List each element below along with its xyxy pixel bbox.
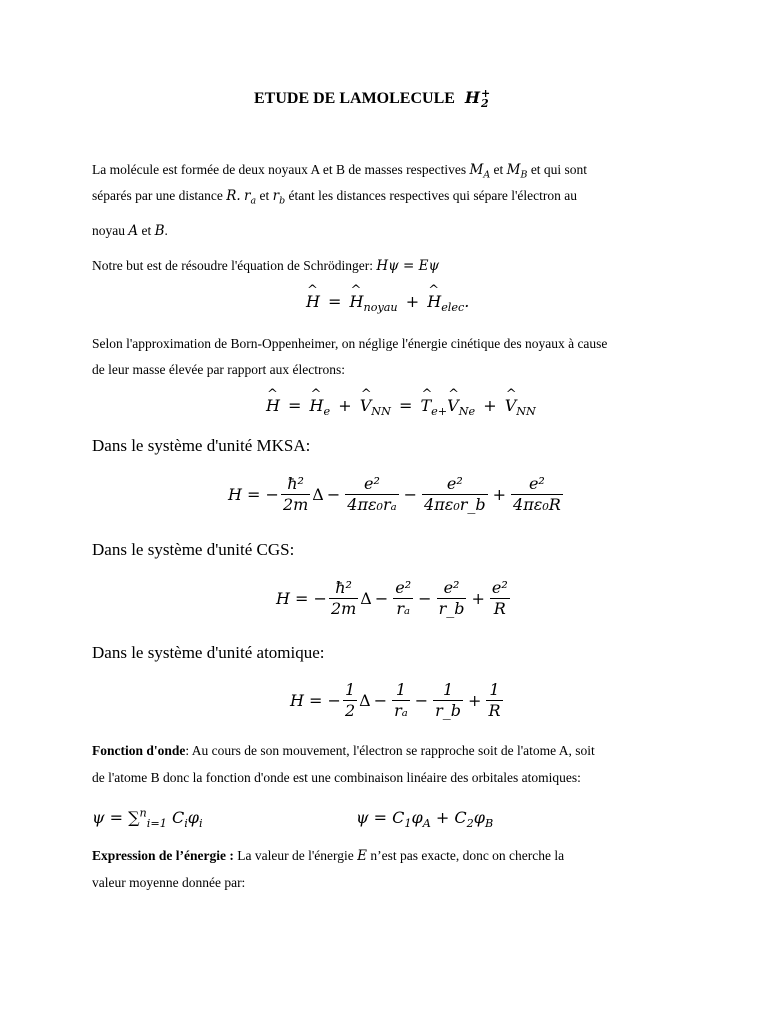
para1-line2: séparés par une distance R. $r_a$ et $r_b$ étant les distances respectives qui sépare l'électron au — [92, 188, 577, 207]
para4-line1: Fonction d'onde: Au cours de son mouvement, l'électron se rapproche soit de l'atome A, soit — [92, 743, 595, 758]
equation-mksa: H = − $\frac{\text{ħ²}}{2m}$ Δ − $\frac{\text{e²}}{\text{4πε₀rₐ}}$ − $\frac{\text{e²}}{\text{4πε₀r\_b}}$ + $\frac{\text{e²}}{\text{4πε₀R}}$ — [228, 474, 561, 514]
page-title — [254, 88, 490, 108]
title-text: ETUDE DE LAMOLECULE — [254, 90, 455, 107]
heading-mksa: Dans le système d'unité MKSA: — [92, 436, 311, 455]
para5-line1: Expression de l’énergie : La valeur de l'énergie E n’est pas exacte, donc on cherche la — [92, 848, 565, 864]
para2: Notre but est de résoudre l'équation de Schrödinger: Hψ = Eψ — [92, 258, 440, 274]
para1-line1: La molécule est formée de deux noyaux A et B de masses respectives $M_A$ et $M_B$ et qui sont — [92, 162, 588, 181]
para3-line1: Selon l'approximation de Born-Oppenheimer, on néglige l'énergie cinétique des noyaux à cause — [92, 336, 608, 351]
equation-born-oppenheimer: ^ H = ^ $H_e$ + ^ $V_{NN}$ = ^ $T_{e+}\^{}$ $V_{Ne}$ + ^ $V_{NN}$ — [266, 396, 536, 415]
para5-line2: valeur moyenne donnée par: — [92, 875, 246, 890]
heading-atomic: Dans le système d'unité atomique: — [92, 643, 325, 662]
equation-hamiltonian-split: ^ H = ^ $H_{noyau}$ + ^ $H_{elec}$. — [306, 292, 469, 311]
para1-line3: noyau A et B. — [92, 223, 168, 239]
equation-atomic: H = − $\frac{1}{2}$ Δ − $\frac{1}{\text{rₐ}}$ − $\frac{1}{r\_b}$ + $\frac{1}{R}$ — [290, 680, 501, 720]
equation-psi-lcao: $\psi = C_1\varphi_A + C_2\varphi_B$ — [356, 808, 494, 831]
title-molecule: H + 2 — [464, 86, 491, 110]
para4-line2: de l'atome B donc la fonction d'onde est une combinaison linéaire des orbitales atomiques: — [92, 770, 581, 785]
equation-psi-sum: ψ = ∑$^n_{i=1}$ $C_i\varphi_i$ — [92, 806, 203, 831]
para3-line2: de leur masse élevée par rapport aux électrons: — [92, 362, 346, 377]
equation-cgs: H = − $\frac{\text{ħ²}}{2m}$ Δ − $\frac{\text{e²}}{\text{rₐ}}$ − $\frac{\text{e²}}{r\_b}$ + $\frac{\text{e²}}{R}$ — [276, 578, 508, 618]
heading-cgs: Dans le système d'unité CGS: — [92, 540, 295, 559]
